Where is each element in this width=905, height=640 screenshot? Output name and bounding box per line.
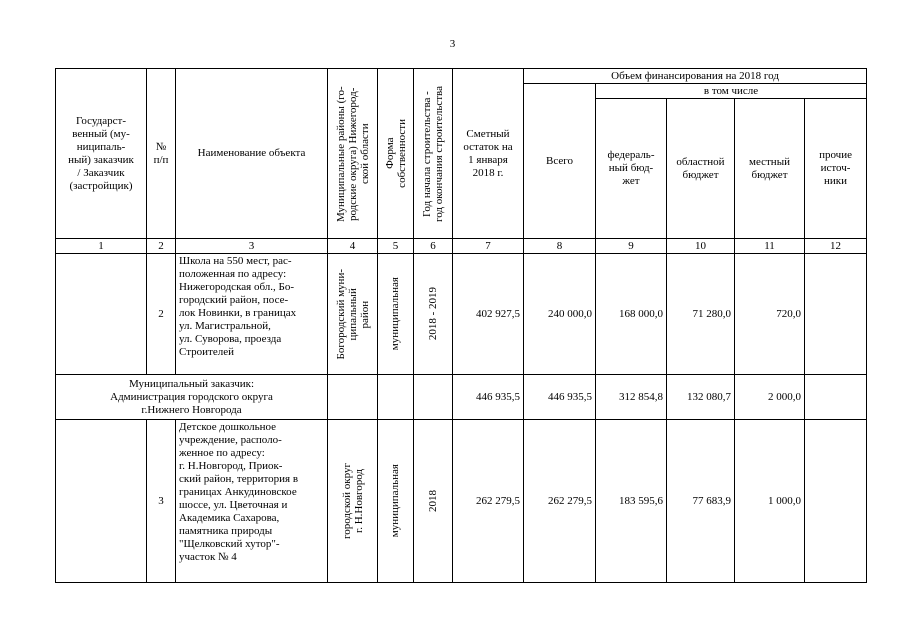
header-years: Год начала строительства - год окончания строительства [414,69,453,239]
column-number: 8 [524,239,596,254]
page-number: 3 [449,38,456,50]
column-number: 2 [147,239,176,254]
local-value: 2 000,0 [735,375,805,420]
ownership-cell [378,375,414,420]
ownership-cell: муниципальная [378,420,414,583]
header-total: Всего [524,84,596,239]
header-funding-2018: Объем финансирования на 2018 год [524,69,867,84]
estimate-balance-value: 446 935,5 [453,375,524,420]
federal-value: 168 000,0 [596,254,667,375]
regional-value: 77 683,9 [667,420,735,583]
object-name: Школа на 550 мест, рас- положенная по адресу: Нижегородская обл., Бо- городский район, посе- лок Новинки, в границах ул. Магистральной, ул. Суворова, проезда Строителей [176,254,328,375]
estimate-balance-value: 262 279,5 [453,420,524,583]
column-number: 12 [805,239,867,254]
total-value: 240 000,0 [524,254,596,375]
column-number: 5 [378,239,414,254]
header-other-sources: прочие источ- ники [805,99,867,239]
header-including: в том числе [596,84,867,99]
other-value [805,254,867,375]
column-number: 6 [414,239,453,254]
column-numbers-row [56,239,867,254]
column-number: 11 [735,239,805,254]
other-value [805,420,867,583]
regional-value: 71 280,0 [667,254,735,375]
column-number: 3 [176,239,328,254]
column-number: 1 [56,239,147,254]
district-cell: Богородский муни- ципальный район [328,254,378,375]
column-number: 7 [453,239,524,254]
local-value: 1 000,0 [735,420,805,583]
row-number: 3 [147,420,176,583]
column-number: 10 [667,239,735,254]
header-districts: Муниципальные районы (го- родские округа) Нижегород- ской области [328,69,378,239]
header-customer: Государст- венный (му- ниципаль- ный) заказчик / Заказчик (застройщик) [56,69,147,239]
years-cell: 2018 [414,420,453,583]
ownership-cell: муниципальная [378,254,414,375]
table-row [56,254,867,375]
table-row [56,420,867,583]
other-value [805,375,867,420]
years-cell: 2018 - 2019 [414,254,453,375]
total-value: 262 279,5 [524,420,596,583]
header-ownership: Форма собственности [378,69,414,239]
total-value: 446 935,5 [524,375,596,420]
header-estimate-balance: Сметный остаток на 1 января 2018 г. [453,69,524,239]
federal-value: 183 595,6 [596,420,667,583]
customer-cell [56,420,147,583]
estimate-balance-value: 402 927,5 [453,254,524,375]
header-local-budget: местный бюджет [735,99,805,239]
column-number: 9 [596,239,667,254]
customer-cell [56,254,147,375]
regional-value: 132 080,7 [667,375,735,420]
header-number: № п/п [147,69,176,239]
local-value: 720,0 [735,254,805,375]
header-federal-budget: федераль- ный бюд- жет [596,99,667,239]
header-object-name: Наименование объекта [176,69,328,239]
row-number: 2 [147,254,176,375]
header-regional-budget: областной бюджет [667,99,735,239]
column-number: 4 [328,239,378,254]
district-cell [328,375,378,420]
table-row [56,375,867,420]
financing-table [55,68,867,583]
object-name: Детское дошкольное учреждение, располо- женное по адресу: г. Н.Новгород, Приок- ский район, территория в границах Анкудиновское шоссе, ул. Цветочная и Академика Сахарова, памятника природы "Щелковский хутор"- участок № 4 [176,420,328,583]
municipal-customer: Муниципальный заказчик: Администрация городского округа г.Нижнего Новгорода [56,375,328,420]
district-cell: городской округ г. Н.Новгород [328,420,378,583]
years-cell [414,375,453,420]
federal-value: 312 854,8 [596,375,667,420]
